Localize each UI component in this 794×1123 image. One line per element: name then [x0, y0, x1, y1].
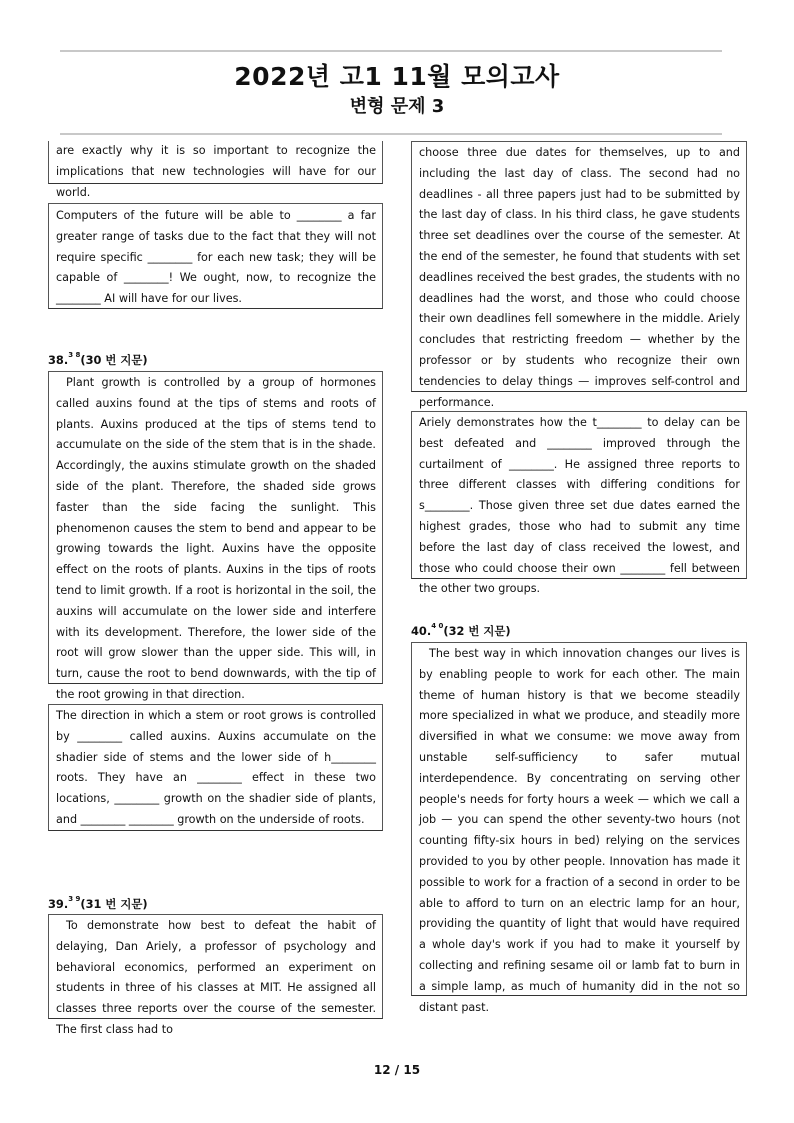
passage-39-head: To demonstrate how best to defeat the habit of delaying, Dan Ariely, a professor of psychology and behavioral economics, performed an experiment on students in three of his classes at MIT. He assigned all classes three reports over the course of the semester. The first class had to: [48, 914, 383, 1019]
passage-38: Plant growth is controlled by a group of hormones called auxins found at the tips of stems and roots of plants. Auxins produced at the tips of stems tend to accumulate on the side of the stem that is in the shade. Accordingly, the auxins stimulate growth on the shaded side of the plant. Therefore, the shaded side grows faster than the side facing the sunlight. This phenomenon causes the stem to bend and appear to be growing towards the light. Auxins have the opposite effect on the roots of plants. Auxins in the tips of roots tend to limit growth. If a root is horizontal in the soil, the auxins will accumulate on the lower side and interfere with its development. Therefore, the lower side of the root will grow slower than the upper side. This will, in turn, cause the root to bend downwards, with the tip of the root growing in that direction.: [48, 371, 383, 684]
question-40-label: 40.$^{4 0}$(32 번 지문): [411, 622, 511, 638]
header-bottom-rule: [60, 133, 722, 135]
question-39-label: 39.$^{3 9}$(31 번 지문): [48, 895, 148, 911]
summary-39: Ariely demonstrates how the t________ to delay can be best defeated and ________ improved through the curtailment of ________. He assigned three reports to three different classes with differing conditions for s________. Those given three set due dates earned the highest grades, those who had to submit any time before the last day of class received the lowest, and those who could choose their own ________ fell between the other two groups.: [411, 411, 747, 579]
passage-37-tail: are exactly why it is so important to recognize the implications that new technologies will have for our world.: [48, 141, 383, 184]
page-number: 12 / 15: [373, 1063, 421, 1077]
header-top-rule: [60, 50, 722, 52]
page-title: 2022년 고1 11월 모의고사: [234, 62, 560, 91]
question-38-label: 38.$^{3 8}$(30 번 지문): [48, 351, 148, 367]
page-subtitle: 변형 문제 3: [349, 96, 445, 117]
passage-39-tail: choose three due dates for themselves, up to and including the last day of class. The second had no deadlines - all three papers just had to be submitted by the last day of class. In his third class, he gave students three set deadlines over the course of the semester. At the end of the semester, he found that students with set deadlines received the best grades, the students with no deadlines had the worst, and those who could choose their own deadlines fell somewhere in the middle. Ariely concludes that restricting freedom — whether by the professor or by students who recognize their own tendencies to delay things — improves self-control and performance.: [411, 141, 747, 392]
summary-38: The direction in which a stem or root grows is controlled by ________ called auxins. Auxins accumulate on the shadier side of stems and the lower side of h________ roots. They have an ________ effect in these two locations, ________ growth on the shadier side of plants, and ________ ________ growth on the underside of roots.: [48, 704, 383, 831]
summary-37: Computers of the future will be able to ________ a far greater range of tasks due to the fact that they will not require specific ________ for each new task; they will be capable of ________! We ought, now, to recognize the ________ AI will have for our lives.: [48, 203, 383, 309]
passage-40: The best way in which innovation changes our lives is by enabling people to work for each other. The main theme of human history is that we become steadily more specialized in what we produce, and steadily more diversified in what we consume: we move away from unstable self-sufficiency to safer mutual interdependence. By concentrating on serving other people's needs for forty hours a week — which we call a job — you can spend the other seventy-two hours (not counting fifty-six hours in bed) relying on the services provided to you by other people. Innovation has made it possible to work for a fraction of a second in order to be able to afford to turn on an electric lamp for an hour, providing the quantity of light that would have required a whole day's work if you had to make it yourself by collecting and refining sesame oil or lamb fat to burn in a simple lamp, as much of humanity did in the not so distant past.: [411, 642, 747, 996]
